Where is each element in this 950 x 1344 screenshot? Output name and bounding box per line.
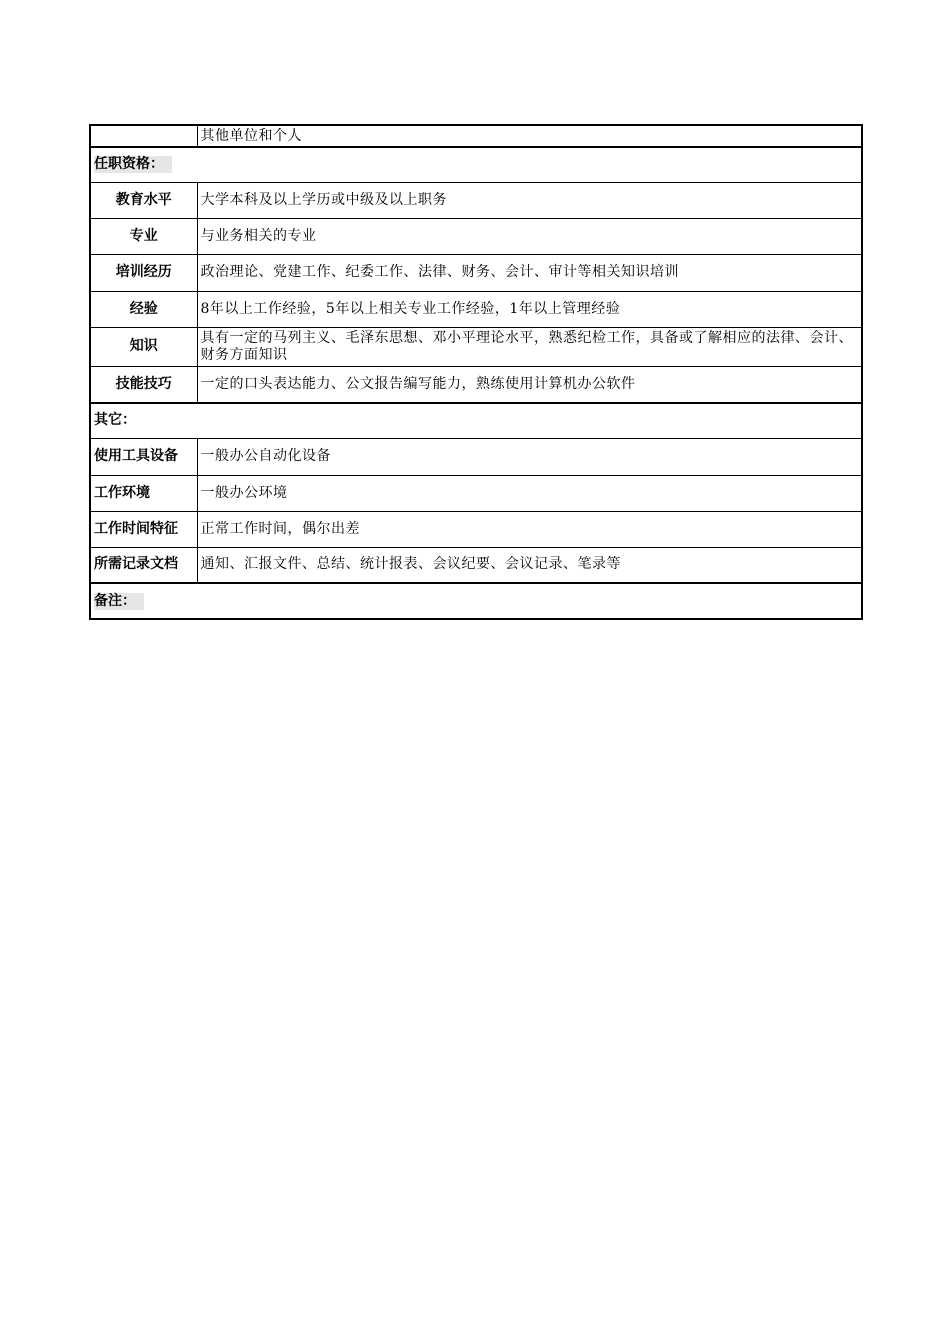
- value-tools: 一般办公自动化设备: [197, 438, 862, 475]
- section-header-qualifications: [90, 147, 862, 182]
- value-major: 与业务相关的专业: [197, 218, 862, 254]
- table-row: [90, 438, 862, 475]
- table-row: [90, 125, 862, 147]
- label-experience: 经验: [90, 291, 197, 327]
- top-row-value: 其他单位和个人: [197, 125, 862, 147]
- value-work-time: 正常工作时间，偶尔出差: [197, 511, 862, 547]
- label-skills: 技能技巧: [90, 366, 197, 403]
- label-environment: 工作环境: [90, 475, 197, 511]
- label-major: 专业: [90, 218, 197, 254]
- table-row: [90, 475, 862, 511]
- table-row: [90, 547, 862, 583]
- value-skills: 一定的口头表达能力、公文报告编写能力，熟练使用计算机办公软件: [197, 366, 862, 403]
- section-title-notes: 备注：: [94, 593, 144, 610]
- label-work-time: 工作时间特征: [90, 511, 197, 547]
- job-description-table: [89, 124, 863, 620]
- label-tools: 使用工具设备: [90, 438, 197, 475]
- label-training: 培训经历: [90, 254, 197, 291]
- empty-label-cell: [90, 125, 197, 147]
- value-experience: 8年以上工作经验，5年以上相关专业工作经验，1年以上管理经验: [197, 291, 862, 327]
- value-environment: 一般办公环境: [197, 475, 862, 511]
- table-row: [90, 254, 862, 291]
- label-documents: 所需记录文档: [90, 547, 197, 583]
- table-row: [90, 366, 862, 403]
- section-header-other: [90, 403, 862, 438]
- table-row: [90, 511, 862, 547]
- label-knowledge: 知识: [90, 327, 197, 366]
- value-documents: 通知、汇报文件、总结、统计报表、会议纪要、会议记录、笔录等: [197, 547, 862, 583]
- section-header-notes: [90, 583, 862, 619]
- value-education: 大学本科及以上学历或中级及以上职务: [197, 182, 862, 218]
- table-row: [90, 291, 862, 327]
- value-knowledge: 具有一定的马列主义、毛泽东思想、邓小平理论水平，熟悉纪检工作，具备或了解相应的法律、会计、财务方面知识: [197, 327, 862, 366]
- table-row: [90, 218, 862, 254]
- label-education: 教育水平: [90, 182, 197, 218]
- section-title-other: 其它：: [94, 412, 136, 429]
- section-title-qualifications: 任职资格：: [94, 156, 172, 173]
- table-row: [90, 327, 862, 366]
- value-training: 政治理论、党建工作、纪委工作、法律、财务、会计、审计等相关知识培训: [197, 254, 862, 291]
- table-row: [90, 182, 862, 218]
